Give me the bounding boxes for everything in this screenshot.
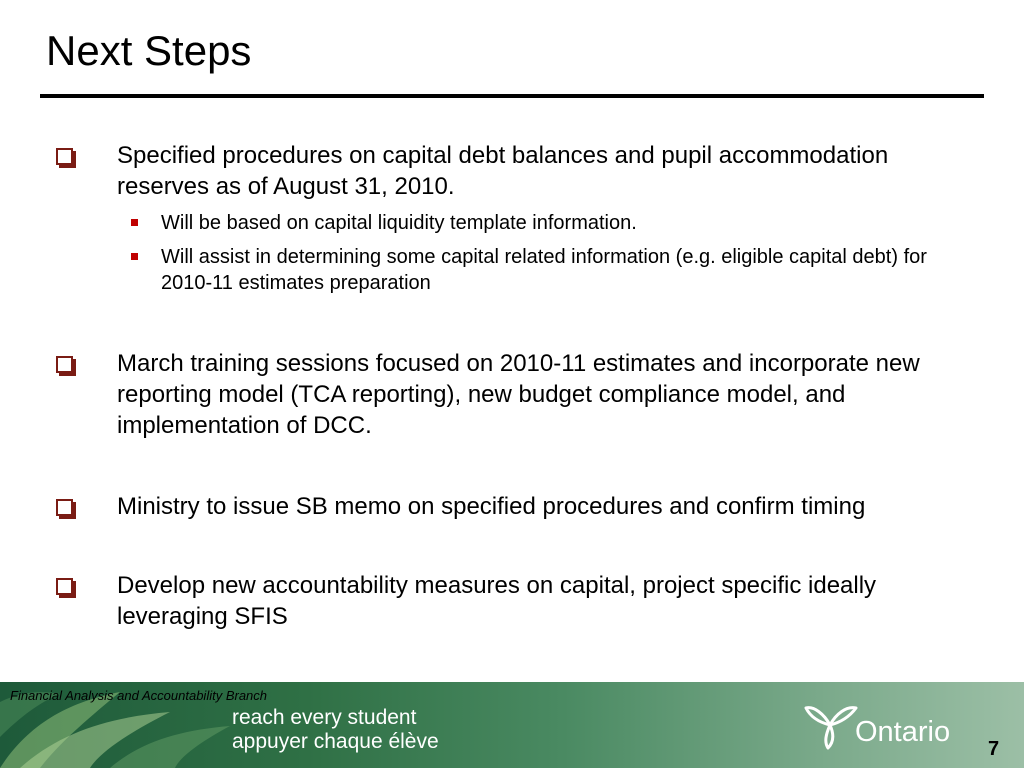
bullet-text: March training sessions focused on 2010-11 estimates and incorporate new reporting model (TCA reporting), new budget compliance model, and implementation of DCC. [117, 350, 920, 439]
bullet-text: Develop new accountability measures on capital, project specific ideally leveraging SFIS [117, 572, 877, 630]
bullet-text: Specified procedures on capital debt balances and pupil accommodation reserves as of August 31, 2010. [117, 142, 889, 200]
sub-bullet-list [117, 210, 967, 296]
ontario-logo-text: Ontario [855, 716, 951, 748]
tagline-french: appuyer chaque élève [232, 730, 439, 753]
title-underline [40, 94, 984, 98]
trillium-icon [798, 700, 862, 750]
slide-content [56, 140, 976, 632]
sub-bullet-item [117, 210, 967, 236]
checkbox-bullet-icon [56, 148, 73, 165]
bullet-item [56, 348, 976, 441]
slide-title: Next Steps [46, 27, 252, 74]
tagline-english: reach every student [232, 706, 417, 729]
bullet-item [56, 491, 976, 522]
sub-bullet-text: Will assist in determining some capital related information (e.g. eligible capital debt) for 2010-11 estimates preparation [161, 246, 927, 294]
checkbox-bullet-icon [56, 578, 73, 595]
page-number: 7 [988, 738, 1000, 760]
bullet-item [56, 570, 976, 632]
branch-name: Financial Analysis and Accountability Branch [10, 688, 268, 703]
sub-bullet-item [117, 244, 967, 296]
checkbox-bullet-icon [56, 499, 73, 516]
square-bullet-icon [131, 253, 138, 260]
bullet-text: Ministry to issue SB memo on specified procedures and confirm timing [117, 493, 866, 520]
checkbox-bullet-icon [56, 356, 73, 373]
tagline [232, 706, 439, 754]
sub-bullet-text: Will be based on capital liquidity template information. [161, 212, 637, 234]
bullet-item [56, 140, 976, 304]
square-bullet-icon [131, 219, 138, 226]
